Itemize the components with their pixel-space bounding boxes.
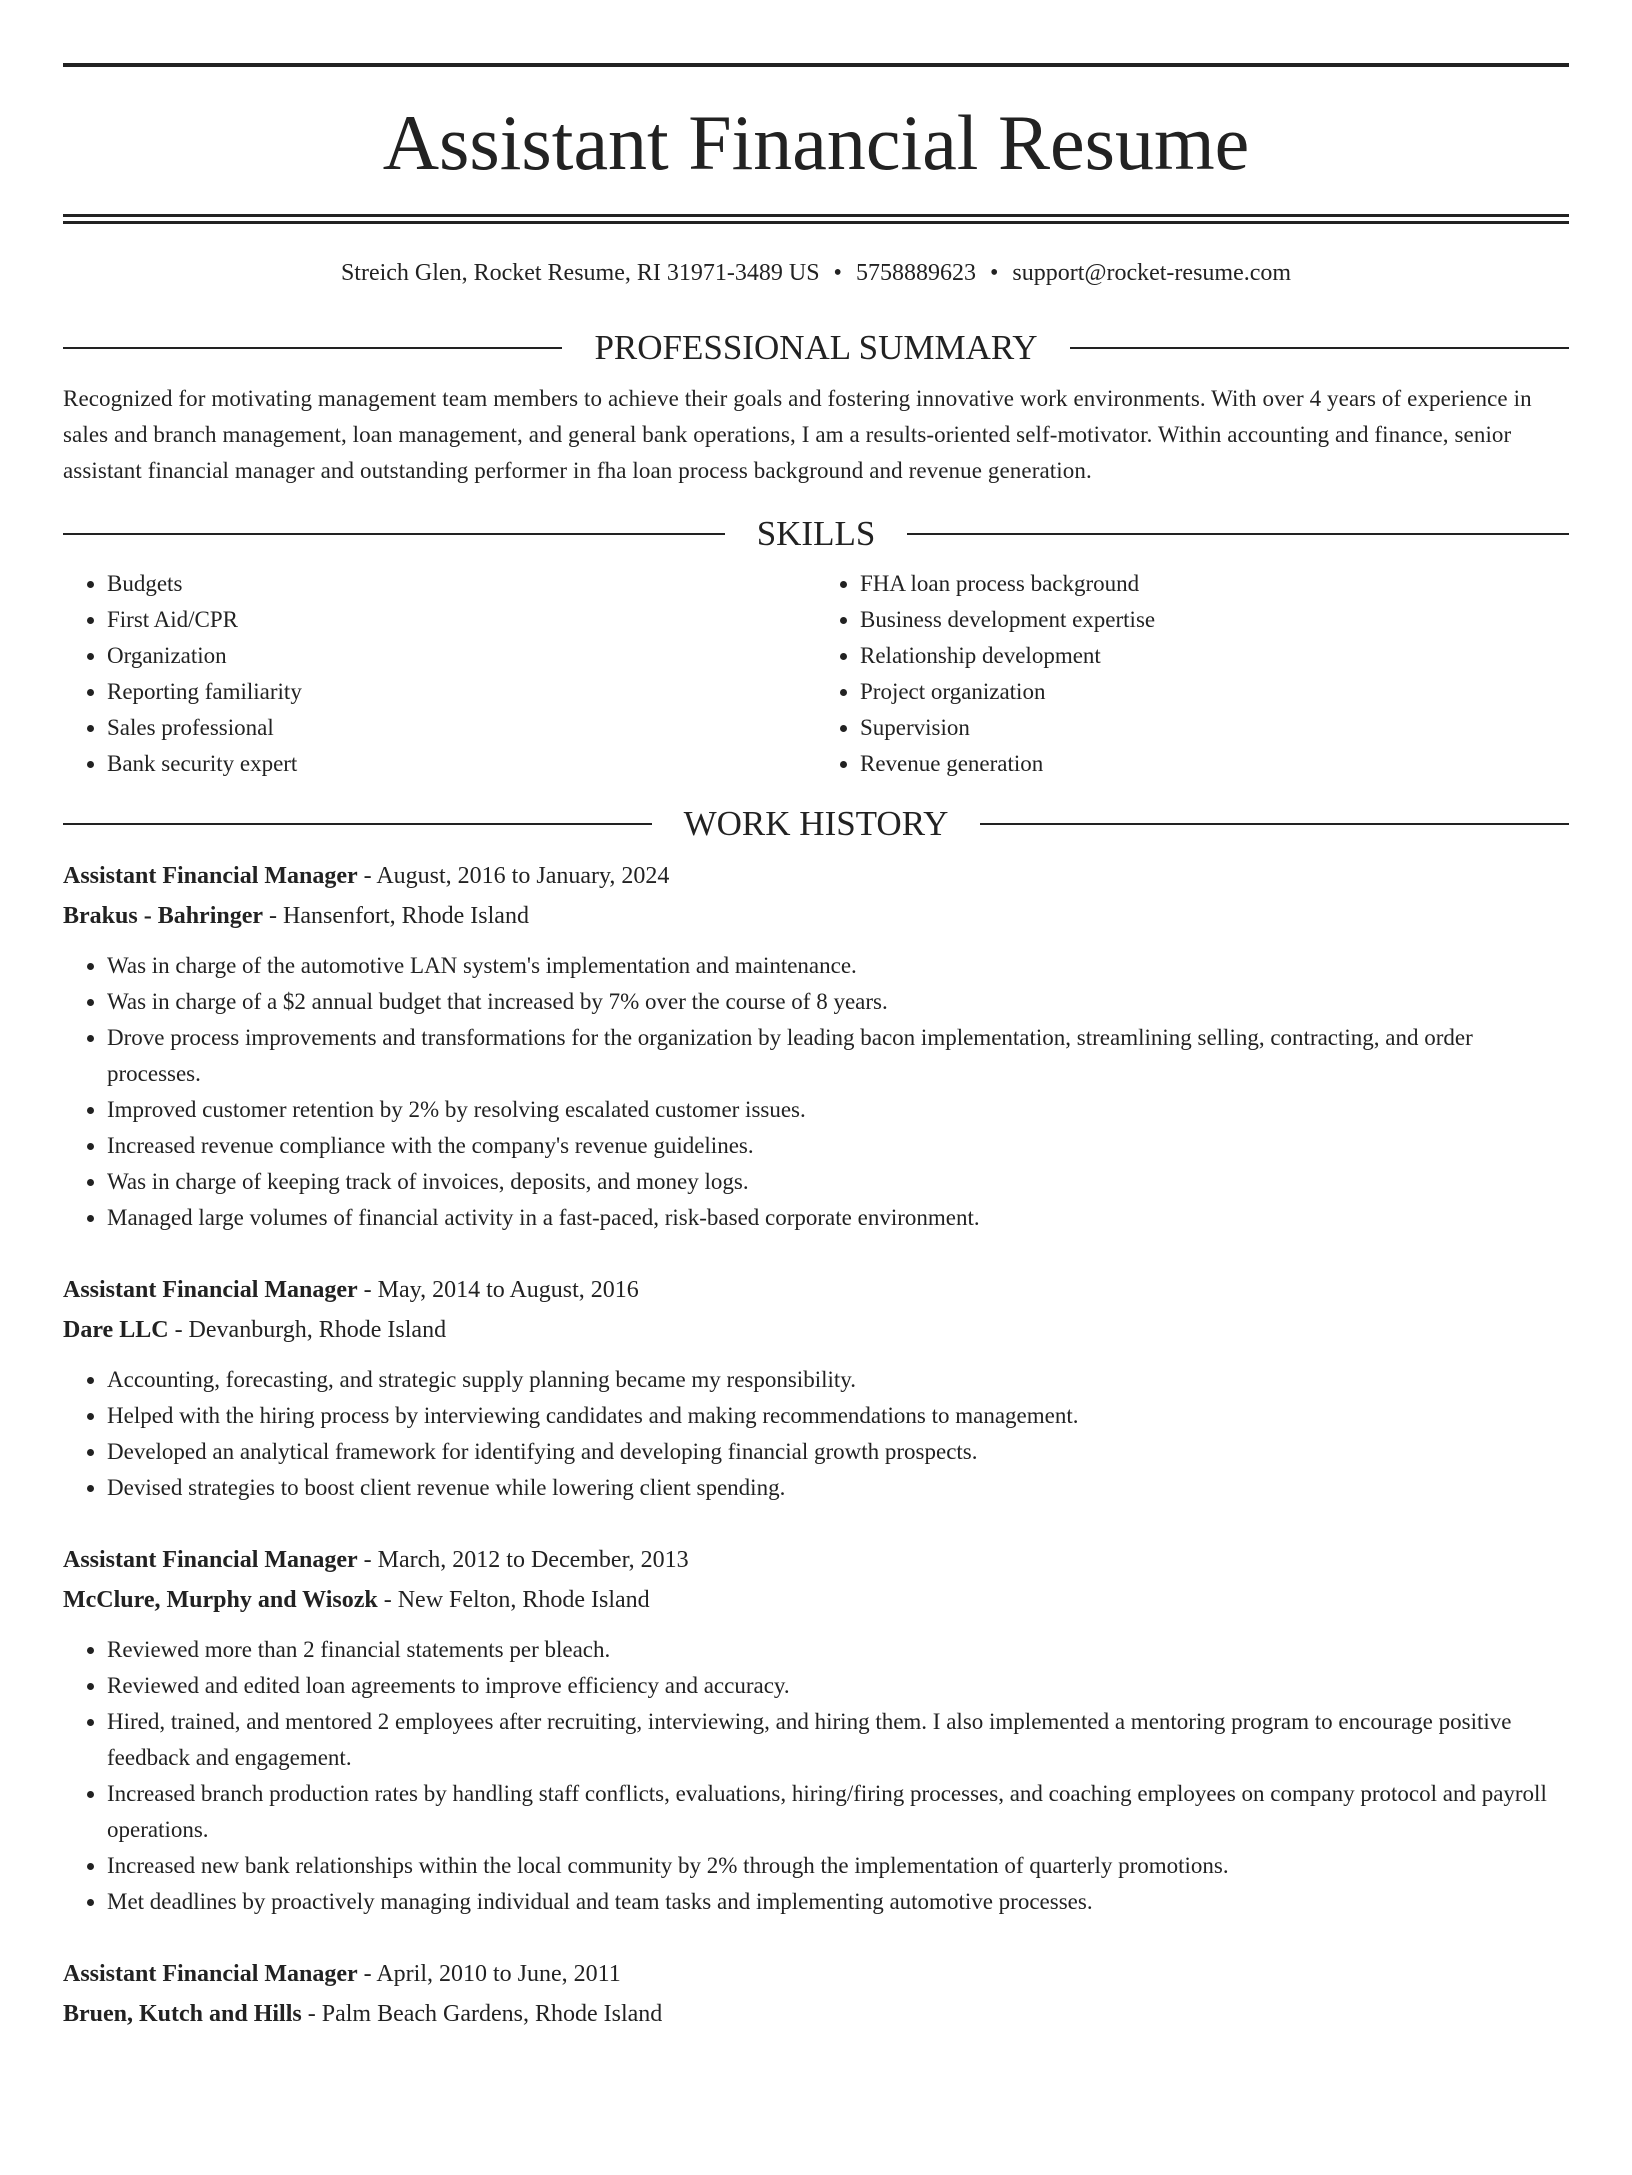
- skill-item: • Budgets: [107, 566, 816, 602]
- job-dates: - May, 2014 to August, 2016: [363, 1277, 639, 1303]
- skill-item: • Relationship development: [860, 638, 1569, 674]
- skills-list: [63, 566, 1569, 782]
- contact-phone: 5758889623: [855, 260, 976, 286]
- skill-item: • Organization: [107, 638, 816, 674]
- job-bullet: • Drove process improvements and transformations for the organization by leading bacon implementation, streamlining selling, contracting, and order processes.: [107, 1020, 1569, 1092]
- heading-rule-left: [63, 533, 725, 535]
- job-bullet: • Accounting, forecasting, and strategic supply planning became my responsibility.: [107, 1362, 1569, 1398]
- section-heading-summary: [63, 328, 1569, 368]
- job-location: - Hansenfort, Rhode Island: [269, 903, 529, 929]
- job-company: Dare LLC: [63, 1317, 169, 1343]
- job-company-line: [63, 896, 1569, 936]
- job-bullet: • Developed an analytical framework for identifying and developing financial growth prospects.: [107, 1434, 1569, 1470]
- job-title: Assistant Financial Manager: [63, 863, 358, 889]
- skill-item: • Business development expertise: [860, 602, 1569, 638]
- heading-rule-right: [1070, 347, 1569, 349]
- job-bullets: [63, 1362, 1569, 1506]
- job-location: - Devanburgh, Rhode Island: [174, 1317, 447, 1343]
- job-bullets: [63, 948, 1569, 1236]
- heading-rule-right: [907, 533, 1569, 535]
- job-dates: - August, 2016 to January, 2024: [363, 863, 670, 889]
- skill-item: • Sales professional: [107, 710, 816, 746]
- job-company-line: [63, 1580, 1569, 1620]
- skills-column-left: [63, 566, 816, 782]
- job-bullet: • Was in charge of a $2 annual budget that increased by 7% over the course of 8 years.: [107, 984, 1569, 1020]
- job-company: Bruen, Kutch and Hills: [63, 2001, 302, 2027]
- heading-rule-right: [980, 823, 1569, 825]
- contact-address: Streich Glen, Rocket Resume, RI 31971-3489 US: [340, 260, 820, 286]
- resume-page: [0, 63, 1632, 2175]
- job-title: Assistant Financial Manager: [63, 1277, 358, 1303]
- job-bullet: • Reviewed and edited loan agreements to improve efficiency and accuracy.: [107, 1668, 1569, 1704]
- job-dates: - March, 2012 to December, 2013: [363, 1547, 689, 1573]
- job-bullet: • Increased branch production rates by handling staff conflicts, evaluations, hiring/firing processes, and coaching employees on company protocol and payroll operations.: [107, 1776, 1569, 1848]
- page-title: Assistant Financial Resume: [382, 99, 1250, 186]
- job-title-line: [63, 1954, 1569, 1994]
- job-bullet: • Managed large volumes of financial activity in a fast-paced, risk-based corporate environment.: [107, 1200, 1569, 1236]
- job-bullet: • Increased new bank relationships within the local community by 2% through the implementation of quarterly promotions.: [107, 1848, 1569, 1884]
- job-title-line: [63, 1270, 1569, 1310]
- skill-item: • First Aid/CPR: [107, 602, 816, 638]
- job-bullet: • Devised strategies to boost client revenue while lowering client spending.: [107, 1470, 1569, 1506]
- job-entry: [63, 1270, 1569, 1506]
- job-company-line: [63, 1994, 1569, 2034]
- job-dates: - April, 2010 to June, 2011: [363, 1961, 621, 1987]
- skill-item: • Reporting familiarity: [107, 674, 816, 710]
- job-title: Assistant Financial Manager: [63, 1961, 358, 1987]
- job-location: - Palm Beach Gardens, Rhode Island: [307, 2001, 663, 2027]
- job-company: McClure, Murphy and Wisozk: [63, 1587, 378, 1613]
- job-company-line: [63, 1310, 1569, 1350]
- job-bullet: • Increased revenue compliance with the company's revenue guidelines.: [107, 1128, 1569, 1164]
- job-entry: [63, 1954, 1569, 2034]
- section-title: PROFESSIONAL SUMMARY: [594, 328, 1038, 367]
- job-entry: [63, 1540, 1569, 1920]
- contact-separator: •: [989, 260, 999, 286]
- heading-rule-left: [63, 823, 652, 825]
- job-bullet: • Was in charge of keeping track of invoices, deposits, and money logs.: [107, 1164, 1569, 1200]
- heading-rule-left: [63, 347, 562, 349]
- contact-separator: •: [833, 260, 842, 286]
- job-entry: [63, 856, 1569, 1236]
- skill-item: • Project organization: [860, 674, 1569, 710]
- skill-item: • Revenue generation: [860, 746, 1569, 782]
- skill-item: • FHA loan process background: [860, 566, 1569, 602]
- job-bullets: [63, 1632, 1569, 1920]
- job-company: Brakus - Bahringer: [63, 903, 264, 929]
- section-heading-skills: [63, 514, 1569, 554]
- summary-text: Recognized for motivating management team members to achieve their goals and fostering innovative work environments. With over 4 years of experience in sales and branch management, loan management, and general bank operations, I am a results-oriented self-motivator. Within accounting and finance, senior assistant financial manager and outstanding performer in fha loan process background and revenue generation.: [63, 386, 1532, 483]
- job-title-line: [63, 856, 1569, 896]
- contact-email: support@rocket-resume.com: [1012, 260, 1292, 286]
- section-heading-work-history: [63, 804, 1569, 844]
- job-bullet: • Was in charge of the automotive LAN system's implementation and maintenance.: [107, 948, 1569, 984]
- top-divider: [63, 63, 1569, 67]
- contact-line: [63, 258, 1569, 288]
- skills-column-right: [816, 566, 1569, 782]
- skill-item: • Bank security expert: [107, 746, 816, 782]
- job-bullet: • Helped with the hiring process by interviewing candidates and making recommendations to management.: [107, 1398, 1569, 1434]
- job-title-line: [63, 1540, 1569, 1580]
- section-title: WORK HISTORY: [683, 804, 949, 843]
- title-double-divider: [63, 214, 1569, 224]
- job-title: Assistant Financial Manager: [63, 1547, 358, 1573]
- skill-item: • Supervision: [860, 710, 1569, 746]
- job-bullet: • Hired, trained, and mentored 2 employees after recruiting, interviewing, and hiring them. I also implemented a mentoring program to encourage positive feedback and engagement.: [107, 1704, 1569, 1776]
- job-location: - New Felton, Rhode Island: [383, 1587, 650, 1613]
- job-bullet: • Improved customer retention by 2% by resolving escalated customer issues.: [107, 1092, 1569, 1128]
- section-title: SKILLS: [756, 514, 876, 553]
- job-bullet: • Reviewed more than 2 financial statements per bleach.: [107, 1632, 1569, 1668]
- job-bullet: • Met deadlines by proactively managing individual and team tasks and implementing automotive processes.: [107, 1884, 1569, 1920]
